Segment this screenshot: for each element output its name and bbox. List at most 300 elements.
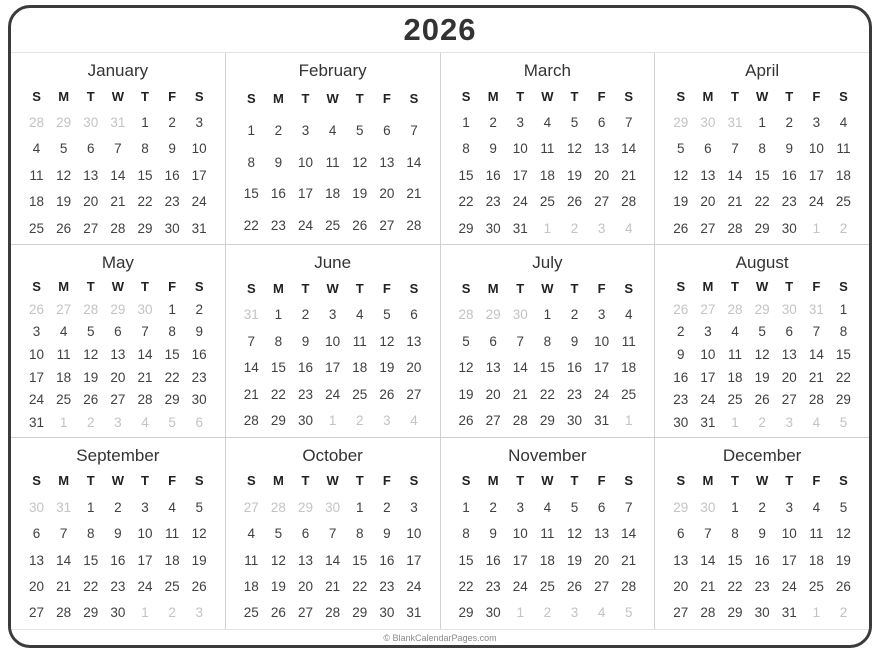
date-cell: 12 bbox=[835, 526, 851, 542]
weekday-header: W bbox=[111, 88, 124, 104]
date-cell: 12 bbox=[566, 141, 582, 157]
date-cell: 31 bbox=[700, 414, 716, 430]
weekday-header: S bbox=[676, 473, 686, 489]
date-cell: 2 bbox=[168, 115, 176, 131]
date-cell: 27 bbox=[673, 605, 689, 621]
date-cell: 27 bbox=[83, 220, 99, 236]
date-cell: 16 bbox=[566, 360, 582, 376]
date-cell: 15 bbox=[352, 552, 368, 568]
weekday-header: T bbox=[731, 473, 739, 489]
weekday-header: T bbox=[570, 281, 579, 297]
date-cell: 30 bbox=[83, 115, 99, 131]
date-cell: 15 bbox=[243, 186, 259, 202]
date-cell: 30 bbox=[379, 605, 395, 621]
date-cell: 7 bbox=[624, 115, 633, 131]
date-cell: 30 bbox=[754, 605, 770, 621]
weekday-header: W bbox=[541, 88, 554, 104]
date-cell: 1 bbox=[247, 122, 256, 138]
weekday-header: W bbox=[326, 91, 339, 107]
date-cell: 1 bbox=[355, 499, 364, 515]
date-cell: 22 bbox=[243, 217, 259, 233]
date-cell: 14 bbox=[406, 154, 422, 170]
date-cell: 5 bbox=[570, 115, 579, 131]
date-cell: 9 bbox=[489, 141, 497, 157]
date-cell: 28 bbox=[406, 217, 422, 233]
date-cell: 25 bbox=[539, 578, 555, 594]
date-cell: 4 bbox=[543, 499, 552, 515]
month-grid bbox=[234, 275, 432, 433]
date-cell: 1 bbox=[812, 605, 821, 621]
date-cell: 6 bbox=[704, 141, 712, 157]
month-grid bbox=[449, 275, 647, 433]
date-cell: 26 bbox=[352, 217, 368, 233]
weekday-header: W bbox=[326, 473, 339, 489]
date-cell: 20 bbox=[83, 194, 99, 210]
date-cell: 27 bbox=[379, 217, 395, 233]
date-cell: 6 bbox=[301, 526, 310, 542]
date-cell: 6 bbox=[32, 526, 41, 542]
date-cell: 19 bbox=[835, 552, 851, 568]
date-cell: 21 bbox=[243, 386, 259, 402]
date-cell: 17 bbox=[29, 369, 45, 385]
date-cell: 5 bbox=[355, 122, 364, 138]
date-cell: 23 bbox=[379, 578, 395, 594]
date-cell: 27 bbox=[781, 392, 797, 408]
calendar-page bbox=[8, 5, 872, 648]
date-cell: 30 bbox=[485, 605, 501, 621]
date-cell: 25 bbox=[539, 194, 555, 210]
date-cell: 12 bbox=[191, 526, 207, 542]
date-cell: 29 bbox=[539, 412, 555, 428]
weekday-header: M bbox=[487, 281, 499, 297]
date-cell: 2 bbox=[677, 324, 685, 340]
date-cell: 29 bbox=[673, 115, 689, 131]
date-cell: 13 bbox=[29, 552, 45, 568]
weekday-header: T bbox=[355, 91, 364, 107]
date-cell: 30 bbox=[325, 499, 341, 515]
date-cell: 16 bbox=[673, 369, 689, 385]
date-cell: 25 bbox=[352, 386, 368, 402]
date-cell: 6 bbox=[195, 414, 203, 430]
weekday-header: F bbox=[168, 279, 177, 295]
date-cell: 3 bbox=[141, 499, 149, 515]
date-cell: 16 bbox=[781, 167, 797, 183]
date-cell: 19 bbox=[566, 552, 582, 568]
weekday-header: F bbox=[168, 473, 177, 489]
date-cell: 7 bbox=[731, 141, 739, 157]
date-cell: 14 bbox=[808, 346, 824, 362]
date-cell: 20 bbox=[594, 552, 610, 568]
date-cell: 29 bbox=[137, 220, 153, 236]
weekday-header: T bbox=[141, 88, 149, 104]
date-cell: 23 bbox=[673, 392, 689, 408]
month-title: February bbox=[298, 61, 367, 80]
date-cell: 13 bbox=[673, 552, 689, 568]
date-cell: 13 bbox=[781, 346, 797, 362]
date-cell: 22 bbox=[458, 578, 474, 594]
date-cell: 5 bbox=[274, 526, 283, 542]
date-cell: 27 bbox=[700, 301, 716, 317]
date-cell: 14 bbox=[621, 526, 637, 542]
date-cell: 19 bbox=[352, 186, 368, 202]
date-cell: 3 bbox=[704, 324, 712, 340]
date-cell: 9 bbox=[677, 346, 685, 362]
date-cell: 20 bbox=[297, 578, 314, 594]
date-cell: 2 bbox=[758, 499, 766, 515]
date-cell: 23 bbox=[485, 578, 501, 594]
date-cell: 28 bbox=[621, 578, 637, 594]
year-title: 2026 bbox=[11, 8, 869, 53]
date-cell: 9 bbox=[758, 526, 766, 542]
date-cell: 3 bbox=[785, 499, 793, 515]
date-cell: 2 bbox=[195, 301, 203, 317]
date-cell: 26 bbox=[458, 412, 474, 428]
date-cell: 7 bbox=[410, 122, 418, 138]
date-cell: 29 bbox=[727, 605, 743, 621]
date-cell: 23 bbox=[191, 369, 207, 385]
date-cell: 1 bbox=[543, 307, 552, 323]
date-cell: 24 bbox=[512, 194, 528, 210]
weekday-header: T bbox=[516, 281, 525, 297]
date-cell: 12 bbox=[566, 526, 582, 542]
date-cell: 11 bbox=[56, 346, 71, 362]
date-cell: 28 bbox=[110, 220, 126, 236]
date-cell: 14 bbox=[325, 552, 341, 568]
date-cell: 13 bbox=[110, 346, 126, 362]
date-cell: 30 bbox=[191, 392, 207, 408]
date-cell: 4 bbox=[624, 220, 633, 236]
weekday-header: M bbox=[58, 88, 70, 104]
date-cell: 3 bbox=[32, 324, 41, 340]
date-cell: 3 bbox=[597, 220, 606, 236]
date-cell: 13 bbox=[700, 167, 716, 183]
weekday-header: T bbox=[86, 88, 95, 104]
date-cell: 6 bbox=[489, 333, 497, 349]
month-grid bbox=[663, 83, 861, 241]
date-cell: 3 bbox=[516, 499, 525, 515]
weekday-header: T bbox=[355, 473, 364, 489]
date-cell: 23 bbox=[485, 194, 501, 210]
date-cell: 1 bbox=[758, 115, 766, 131]
date-cell: 16 bbox=[164, 167, 180, 183]
month-grid bbox=[19, 83, 217, 241]
date-cell: 3 bbox=[328, 307, 337, 323]
date-cell: 26 bbox=[754, 392, 770, 408]
month-title: July bbox=[532, 253, 563, 273]
date-cell: 30 bbox=[164, 220, 180, 236]
weekday-header: S bbox=[409, 91, 419, 107]
month-january bbox=[11, 53, 225, 244]
date-cell: 14 bbox=[727, 167, 743, 183]
weekday-header: S bbox=[839, 473, 848, 489]
date-cell: 2 bbox=[114, 499, 122, 515]
date-cell: 4 bbox=[624, 307, 633, 323]
weekday-header: M bbox=[272, 281, 284, 297]
date-cell: 17 bbox=[700, 369, 716, 385]
date-cell: 24 bbox=[808, 194, 824, 210]
date-cell: 10 bbox=[512, 526, 528, 542]
date-cell: 22 bbox=[352, 578, 368, 594]
date-cell: 3 bbox=[597, 307, 606, 323]
date-cell: 3 bbox=[785, 414, 793, 430]
date-cell: 22 bbox=[270, 386, 286, 402]
date-cell: 25 bbox=[621, 386, 637, 402]
date-cell: 16 bbox=[191, 346, 207, 362]
date-cell: 29 bbox=[297, 499, 314, 515]
weekday-header: W bbox=[326, 281, 339, 297]
date-cell: 27 bbox=[700, 220, 716, 236]
date-cell: 10 bbox=[594, 333, 610, 349]
date-cell: 5 bbox=[462, 333, 470, 349]
date-cell: 19 bbox=[754, 369, 770, 385]
month-grid bbox=[19, 468, 217, 626]
date-cell: 27 bbox=[243, 499, 259, 515]
date-cell: 13 bbox=[297, 552, 314, 568]
date-cell: 18 bbox=[56, 369, 72, 385]
date-cell: 18 bbox=[835, 167, 851, 183]
weekday-header: F bbox=[168, 88, 177, 104]
date-cell: 26 bbox=[191, 578, 207, 594]
date-cell: 20 bbox=[485, 386, 501, 402]
date-cell: 4 bbox=[812, 414, 821, 430]
month-march bbox=[441, 53, 655, 244]
weekday-header: F bbox=[812, 473, 821, 489]
date-cell: 21 bbox=[137, 369, 153, 385]
date-cell: 4 bbox=[410, 412, 418, 428]
date-cell: 18 bbox=[808, 552, 824, 568]
date-cell: 16 bbox=[110, 552, 126, 568]
date-cell: 22 bbox=[835, 369, 851, 385]
date-cell: 19 bbox=[673, 194, 689, 210]
date-cell: 18 bbox=[352, 360, 368, 376]
date-cell: 18 bbox=[539, 552, 555, 568]
date-cell: 8 bbox=[543, 333, 552, 349]
date-cell: 17 bbox=[137, 552, 153, 568]
date-cell: 21 bbox=[110, 194, 126, 210]
date-cell: 4 bbox=[543, 115, 552, 131]
date-cell: 21 bbox=[621, 552, 637, 568]
date-cell: 4 bbox=[597, 605, 606, 621]
weekday-header: T bbox=[301, 91, 310, 107]
date-cell: 28 bbox=[243, 412, 259, 428]
date-cell: 28 bbox=[325, 605, 341, 621]
date-cell: 13 bbox=[406, 333, 422, 349]
date-cell: 29 bbox=[110, 301, 126, 317]
weekday-header: T bbox=[731, 88, 739, 104]
date-cell: 18 bbox=[243, 578, 259, 594]
date-cell: 1 bbox=[274, 307, 283, 323]
date-cell: 7 bbox=[516, 333, 525, 349]
date-cell: 26 bbox=[835, 578, 851, 594]
month-grid bbox=[663, 468, 861, 626]
date-cell: 2 bbox=[570, 307, 579, 323]
month-august bbox=[655, 245, 869, 436]
date-cell: 29 bbox=[352, 605, 368, 621]
date-cell: 21 bbox=[406, 186, 422, 202]
date-cell: 15 bbox=[83, 552, 99, 568]
date-cell: 1 bbox=[462, 499, 470, 515]
date-cell: 17 bbox=[325, 360, 341, 376]
date-cell: 14 bbox=[56, 552, 72, 568]
date-cell: 4 bbox=[812, 499, 821, 515]
date-cell: 4 bbox=[355, 307, 364, 323]
date-cell: 3 bbox=[195, 605, 203, 621]
date-cell: 4 bbox=[247, 526, 256, 542]
date-cell: 20 bbox=[406, 360, 422, 376]
date-cell: 22 bbox=[137, 194, 153, 210]
date-cell: 1 bbox=[516, 605, 525, 621]
weekday-header: T bbox=[570, 88, 579, 104]
date-cell: 9 bbox=[195, 324, 203, 340]
date-cell: 10 bbox=[191, 141, 207, 157]
date-cell: 4 bbox=[141, 414, 149, 430]
date-cell: 30 bbox=[29, 499, 45, 515]
date-cell: 6 bbox=[677, 526, 685, 542]
date-cell: 17 bbox=[512, 167, 528, 183]
date-cell: 15 bbox=[164, 346, 180, 362]
date-cell: 30 bbox=[566, 412, 582, 428]
date-cell: 10 bbox=[700, 346, 716, 362]
month-title: May bbox=[101, 253, 134, 273]
date-cell: 2 bbox=[543, 605, 552, 621]
date-cell: 20 bbox=[110, 369, 126, 385]
date-cell: 31 bbox=[406, 605, 422, 621]
date-cell: 31 bbox=[243, 307, 259, 323]
date-cell: 19 bbox=[191, 552, 207, 568]
date-cell: 10 bbox=[325, 333, 341, 349]
date-cell: 21 bbox=[808, 369, 824, 385]
month-title: March bbox=[523, 61, 571, 80]
date-cell: 13 bbox=[485, 360, 501, 376]
date-cell: 1 bbox=[141, 605, 149, 621]
date-cell: 23 bbox=[270, 217, 286, 233]
date-cell: 4 bbox=[839, 115, 848, 131]
date-cell: 20 bbox=[673, 578, 689, 594]
date-cell: 11 bbox=[836, 141, 851, 157]
date-cell: 14 bbox=[110, 167, 126, 183]
weekday-header: M bbox=[58, 279, 70, 295]
date-cell: 8 bbox=[462, 141, 470, 157]
date-cell: 16 bbox=[297, 360, 314, 376]
date-cell: 29 bbox=[754, 220, 770, 236]
date-cell: 10 bbox=[137, 526, 153, 542]
date-cell: 2 bbox=[87, 414, 95, 430]
date-cell: 14 bbox=[243, 360, 259, 376]
date-cell: 31 bbox=[110, 115, 126, 131]
date-cell: 1 bbox=[624, 412, 633, 428]
date-cell: 20 bbox=[379, 186, 395, 202]
date-cell: 15 bbox=[539, 360, 555, 376]
date-cell: 16 bbox=[485, 552, 501, 568]
month-title: April bbox=[745, 61, 780, 80]
weekday-header: S bbox=[194, 279, 204, 295]
date-cell: 4 bbox=[59, 324, 68, 340]
date-cell: 22 bbox=[727, 578, 743, 594]
date-cell: 11 bbox=[809, 526, 824, 542]
weekday-header: M bbox=[702, 473, 714, 489]
date-cell: 27 bbox=[594, 578, 610, 594]
date-cell: 11 bbox=[728, 346, 743, 362]
date-cell: 20 bbox=[781, 369, 797, 385]
date-cell: 2 bbox=[570, 220, 579, 236]
month-grid bbox=[234, 83, 432, 241]
month-may bbox=[11, 245, 225, 436]
date-cell: 16 bbox=[379, 552, 395, 568]
date-cell: 29 bbox=[270, 412, 286, 428]
date-cell: 29 bbox=[458, 605, 474, 621]
date-cell: 11 bbox=[540, 526, 555, 542]
date-cell: 30 bbox=[512, 307, 528, 323]
date-cell: 28 bbox=[700, 605, 716, 621]
date-cell: 8 bbox=[274, 333, 283, 349]
date-cell: 25 bbox=[727, 392, 743, 408]
date-cell: 9 bbox=[301, 333, 310, 349]
date-cell: 13 bbox=[83, 167, 99, 183]
weekday-header: T bbox=[86, 473, 95, 489]
date-cell: 3 bbox=[114, 414, 122, 430]
weekday-header: S bbox=[32, 88, 41, 104]
date-cell: 21 bbox=[512, 386, 528, 402]
weekday-header: W bbox=[111, 473, 124, 489]
date-cell: 5 bbox=[839, 414, 848, 430]
weekday-header: T bbox=[141, 279, 149, 295]
date-cell: 15 bbox=[270, 360, 286, 376]
date-cell: 29 bbox=[754, 301, 770, 317]
weekday-header: S bbox=[624, 281, 634, 297]
date-cell: 31 bbox=[808, 301, 824, 317]
date-cell: 24 bbox=[406, 578, 422, 594]
date-cell: 2 bbox=[785, 115, 793, 131]
date-cell: 20 bbox=[700, 194, 716, 210]
date-cell: 26 bbox=[673, 220, 689, 236]
date-cell: 24 bbox=[594, 386, 610, 402]
date-cell: 24 bbox=[297, 217, 314, 233]
month-grid bbox=[449, 83, 647, 241]
weekday-header: F bbox=[382, 473, 391, 489]
date-cell: 14 bbox=[621, 141, 637, 157]
date-cell: 22 bbox=[458, 194, 474, 210]
date-cell: 11 bbox=[165, 526, 180, 542]
weekday-header: S bbox=[624, 473, 634, 489]
month-grid bbox=[234, 468, 432, 626]
date-cell: 27 bbox=[406, 386, 422, 402]
date-cell: 4 bbox=[32, 141, 41, 157]
date-cell: 28 bbox=[727, 220, 743, 236]
month-title: October bbox=[302, 445, 363, 465]
date-cell: 24 bbox=[700, 392, 716, 408]
date-cell: 28 bbox=[458, 307, 474, 323]
date-cell: 14 bbox=[700, 552, 716, 568]
date-cell: 18 bbox=[164, 552, 180, 568]
footer-credit: © BlankCalendarPages.com bbox=[11, 629, 869, 645]
date-cell: 28 bbox=[808, 392, 824, 408]
date-cell: 28 bbox=[270, 499, 286, 515]
date-cell: 25 bbox=[243, 605, 259, 621]
month-title: June bbox=[314, 253, 352, 273]
date-cell: 19 bbox=[56, 194, 72, 210]
date-cell: 30 bbox=[673, 414, 689, 430]
date-cell: 18 bbox=[727, 369, 743, 385]
date-cell: 9 bbox=[383, 526, 391, 542]
month-september bbox=[11, 438, 225, 629]
weekday-header: S bbox=[194, 473, 204, 489]
date-cell: 29 bbox=[458, 220, 474, 236]
date-cell: 17 bbox=[594, 360, 610, 376]
date-cell: 26 bbox=[379, 386, 395, 402]
date-cell: 27 bbox=[56, 301, 72, 317]
date-cell: 12 bbox=[673, 167, 689, 183]
weekday-header: W bbox=[755, 279, 769, 295]
